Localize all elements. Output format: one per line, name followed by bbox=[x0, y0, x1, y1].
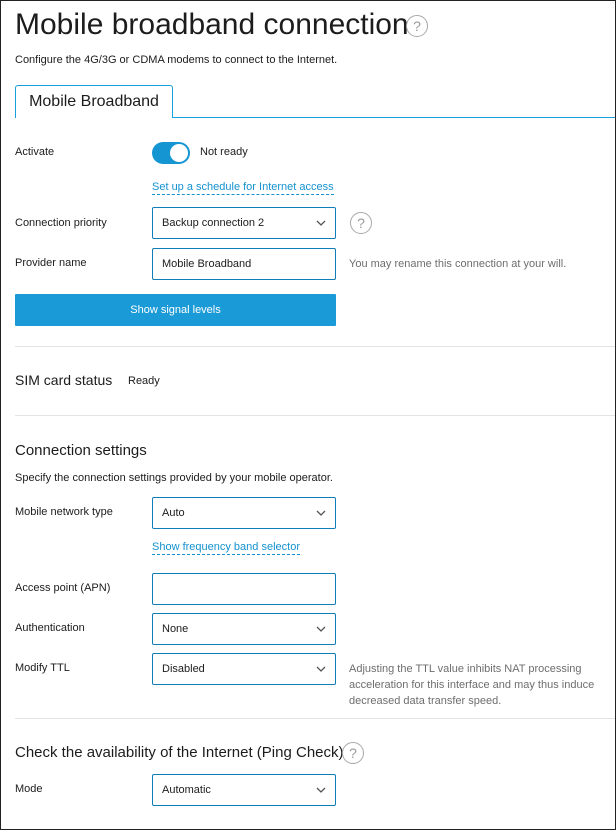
chevron-down-icon bbox=[315, 784, 327, 796]
provider-value: Mobile Broadband bbox=[162, 258, 252, 270]
ping-check-title: Check the availability of the Internet (Ping Check) bbox=[15, 744, 344, 761]
page-subtitle: Configure the 4G/3G or CDMA modems to connect to the Internet. bbox=[15, 54, 338, 66]
section-divider bbox=[15, 415, 616, 416]
frequency-band-link[interactable]: Show frequency band selector bbox=[152, 541, 300, 553]
network-type-value: Auto bbox=[162, 507, 185, 519]
show-signal-levels-button[interactable]: Show signal levels bbox=[15, 294, 336, 326]
toggle-knob bbox=[170, 144, 188, 162]
connection-settings-description: Specify the connection settings provided by your mobile operator. bbox=[15, 472, 333, 484]
provider-label: Provider name bbox=[15, 257, 87, 269]
chevron-down-icon bbox=[315, 663, 327, 675]
network-type-select[interactable] bbox=[152, 497, 336, 529]
page-title: Mobile broadband connection bbox=[15, 8, 409, 41]
section-divider bbox=[15, 346, 616, 347]
ping-mode-label: Mode bbox=[15, 783, 43, 795]
connection-settings-title: Connection settings bbox=[15, 442, 147, 459]
sim-status-title: SIM card status bbox=[15, 372, 113, 388]
ttl-hint: Adjusting the TTL value inhibits NAT processing acceleration for this interface and may thus induce decreased data transfer speed. bbox=[349, 663, 595, 707]
ping-check-help-icon[interactable]: ? bbox=[342, 742, 364, 764]
provider-hint: You may rename this connection at your will. bbox=[349, 258, 567, 270]
activate-toggle[interactable] bbox=[152, 142, 190, 164]
priority-select[interactable] bbox=[152, 207, 336, 239]
ttl-label: Modify TTL bbox=[15, 662, 70, 674]
auth-select[interactable] bbox=[152, 613, 336, 645]
chevron-down-icon bbox=[315, 623, 327, 635]
apn-input[interactable] bbox=[152, 573, 336, 605]
chevron-down-icon bbox=[315, 217, 327, 229]
ping-mode-value: Automatic bbox=[162, 784, 211, 796]
ttl-value: Disabled bbox=[162, 663, 205, 675]
schedule-link[interactable]: Set up a schedule for Internet access bbox=[152, 181, 334, 193]
chevron-down-icon bbox=[315, 507, 327, 519]
sim-status-value: Ready bbox=[128, 375, 160, 387]
network-type-label: Mobile network type bbox=[15, 506, 113, 518]
apn-label: Access point (APN) bbox=[15, 582, 111, 594]
section-divider bbox=[15, 718, 616, 719]
ping-mode-select[interactable] bbox=[152, 774, 336, 806]
priority-help-icon[interactable]: ? bbox=[350, 212, 372, 234]
auth-value: None bbox=[162, 623, 189, 635]
priority-label: Connection priority bbox=[15, 217, 107, 229]
priority-value: Backup connection 2 bbox=[162, 217, 265, 229]
activate-status: Not ready bbox=[200, 146, 248, 158]
auth-label: Authentication bbox=[15, 622, 85, 634]
ttl-select[interactable] bbox=[152, 653, 336, 685]
provider-input[interactable] bbox=[152, 248, 336, 280]
tab-mobile-broadband[interactable]: Mobile Broadband bbox=[15, 85, 173, 118]
page-help-icon[interactable]: ? bbox=[406, 15, 428, 37]
activate-label: Activate bbox=[15, 146, 55, 158]
